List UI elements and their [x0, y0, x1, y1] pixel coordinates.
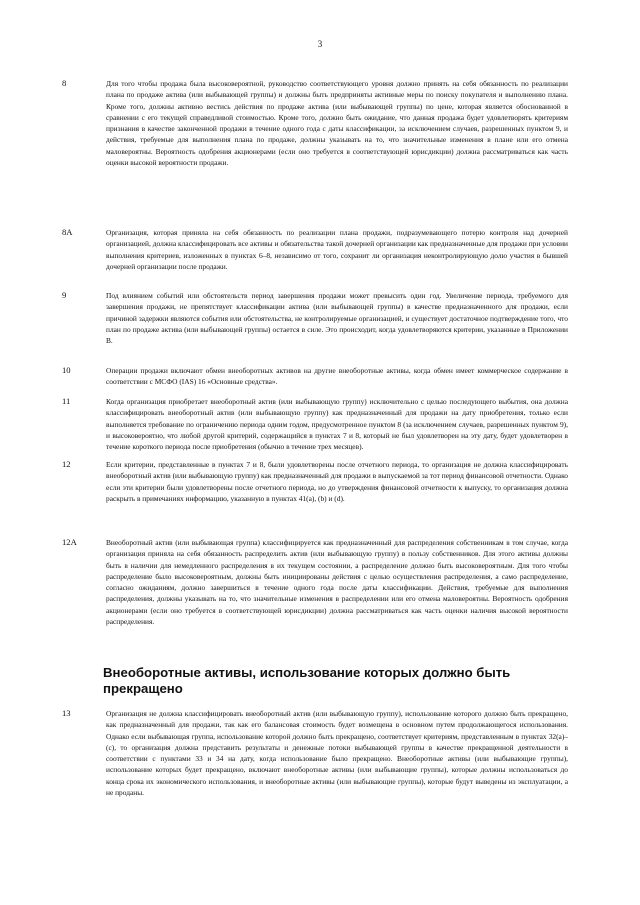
paragraph-text: Организация не должна классифицировать внеоборотный актив (или выбывающую группу), использование которого должно быть прекращено, как предназначенный для продажи, так как его балансовая стоимость будет возмещена в основном путем продолжающегося использования. Однако если выбывающая группа, использование которой должно быть прекращено, соответствует критериям, представленным в пунктах 32(а)–(с), то организация должна представить результаты и денежные потоки выбывающей группы в качестве прекращенной деятельности в соответствии с пунктами 33 и 34 на дату, когда использование было прекращено. Внеоборотные активы (или выбывающие группы), использование которых будет прекращено, включают внеоборотные активы (или выбывающие группы), которые должны использоваться до конца срока их экономического использования, и внеоборотные активы (или выбывающие группы), которые будут выведены из эксплуатации, а не проданы. — [106, 709, 568, 797]
paragraph-text: Если критерии, представленные в пунктах 7 и 8, были удовлетворены после отчетного периода, то организация не должна классифицировать внеоборотный актив (или выбывающую группу) как предназначенный для продажи в выпускаемой за тот период финансовой отчетности. Однако если эти критерии были удовлетворены после отчетного периода, но до утверждения финансовой отчетности к выпуску, то организация должна раскрыть в примечаниях информацию, указанную в пунктах 41(а), (b) и (d). — [106, 460, 568, 503]
page-number: 3 — [317, 39, 323, 49]
paragraph-text: Когда организация приобретает внеоборотный актив (или выбывающую группу) исключительно с целью последующего выбытия, она должна классифицировать внеоборотный актив (или выбывающую группу) как предназначенный для продажи на дату приобретения, только если выполняется требование по ограничению периода одним годом, предусмотренное пунктом 8 (за исключением случаев, разрешенных пунктом 9), и высоковероятно, что любой другой критерий, содержащийся в пунктах 7 и 8, который не был удовлетворен на эту дату, будет удовлетворен в течение короткого периода после приобретения (обычно в течение трех месяцев). — [106, 397, 568, 451]
paragraph-number: 8 — [62, 78, 67, 88]
paragraph-text: Под влиянием событий или обстоятельств период завершения продажи может превысить один год. Увеличение периода, требуемого для завершения продажи, не препятствует классификации актива (или выбывающей группы) в качестве предназначенного для продажи, если причиной задержки являются события или обстоятельства, не контролируемые организацией, и существует достаточное подтверждение того, что план по продаже актива (или выбывающей группы) остается в силе. Это происходит, когда удовлетворяются критерии, указанные в Приложении В. — [106, 291, 568, 345]
paragraph-number: 13 — [62, 708, 71, 718]
paragraph-text: Операции продажи включают обмен внеоборотных активов на другие внеоборотные активы, когда обмен имеет коммерческое содержание в соответствии с МСФО (IAS) 16 «Основные средства». — [106, 366, 568, 387]
paragraph-number: 10 — [62, 365, 71, 375]
paragraph-text: Внеоборотный актив (или выбывающая группа) классифицируется как предназначенный для распределения собственникам в том случае, когда организация приняла на себя обязанность распределить актив (или выбывающую группу) в пользу собственников. Для этого активы должны быть в наличии для немедленного распределения в их текущем состоянии, а распределение должно быть высоковероятным. Для того чтобы распределение было высоковероятным, должны быть инициированы действия с целью осуществления распределения, а само распределение, согласно ожиданиям, должно завершиться в течение одного года после даты классификации. Действия, требуемые для выполнения распределения, должны указывать на то, что значительные изменения в распределении или его отмена маловероятны. Вероятность одобрения акционерами (если оно требуется в соответствующей юрисдикции) должна рассматриваться как часть оценки наличия высокой вероятности распределения. — [106, 538, 568, 626]
paragraph-number: 12 — [62, 459, 71, 469]
paragraph-text: Организация, которая приняла на себя обязанность по реализации плана продажи, подразумевающего потерю контроля над дочерней организацией, должна классифицировать все активы и обязательства такой дочерней организации как предназначенные для продажи при условии выполнения критериев, изложенных в пунктах 6–8, независимо от того, сохранит ли организация неконтролирующую долю участия в бывшей дочерней организации после продажи. — [106, 228, 568, 271]
paragraph-text: Для того чтобы продажа была высоковероятной, руководство соответствующего уровня должно принять на себя обязанность по реализации плана по продаже актива (или выбывающей группы) и должны быть предприняты активные меры по поиску покупателя и выполнению плана. Кроме того, должны активно вестись действия по продаже актива (или выбывающей группы) по цене, которая является обоснованной в сравнении с его текущей справедливой стоимостью. Кроме того, должно быть ожидание, что данная продажа будет удовлетворять критериям признания в качестве законченной продажи в течение одного года с даты классификации, за исключением случаев, разрешенных пунктом 9, и действия, требуемые для выполнения плана по продаже, должны указывать на то, что значительные изменения в плане или его отмена маловероятны. Вероятность одобрения акционерами (если оно требуется в соответствующей юрисдикции) должна рассматриваться как часть оценки высокой вероятности продажи. — [106, 79, 568, 167]
paragraph-number: 8А — [62, 227, 73, 237]
paragraph-number: 9 — [62, 290, 67, 300]
paragraph-number: 12А — [62, 537, 77, 547]
paragraph-number: 11 — [62, 396, 71, 406]
section-heading: Внеоборотные активы, использование которых должно быть прекращено — [103, 665, 511, 696]
